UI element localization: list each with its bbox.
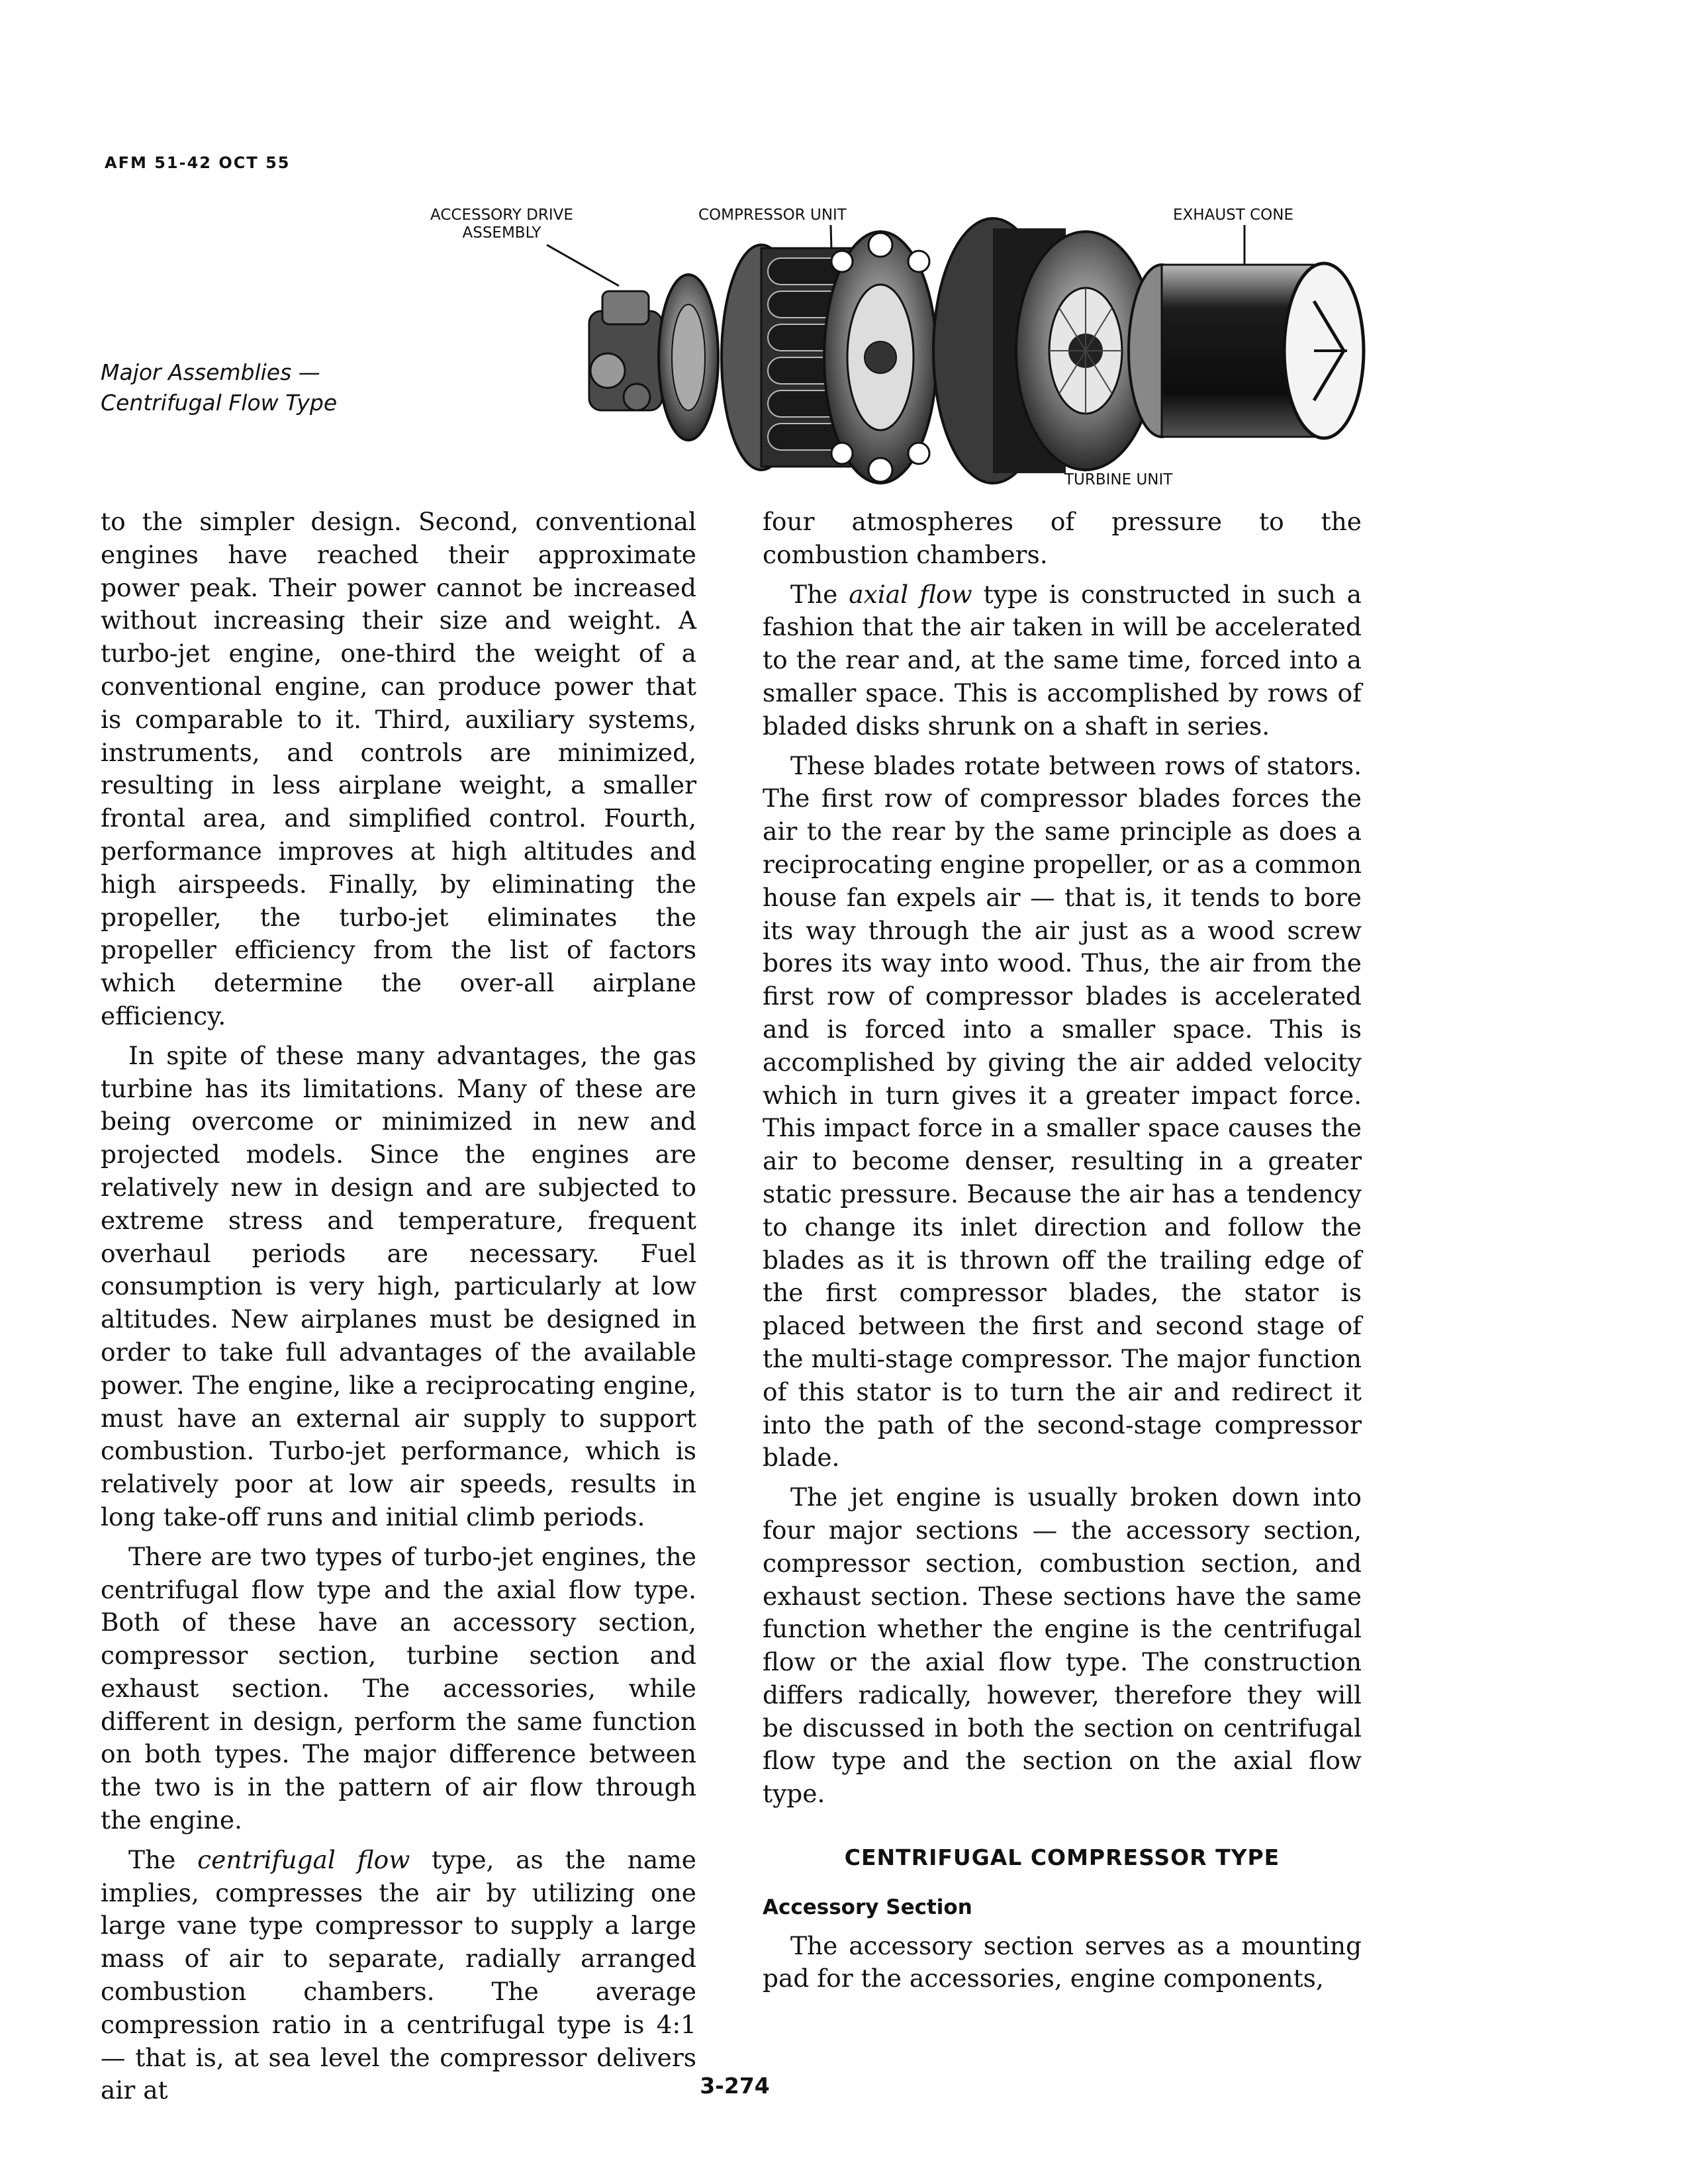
exhaust-cone-label: EXHAUST CONE	[1173, 206, 1294, 224]
page-number: 3-274	[700, 2073, 770, 2099]
compressor-unit-label: COMPRESSOR UNIT	[698, 206, 847, 224]
exhaust-cone	[1129, 263, 1364, 438]
sub-heading: Accessory Section	[763, 1895, 972, 1919]
turbine-unit-label: TURBINE UNIT	[1064, 471, 1173, 488]
right-column	[763, 506, 1362, 2002]
compressor-unit	[722, 232, 937, 483]
accessory-drive-label	[430, 206, 573, 242]
emphasis-term: axial flow	[849, 579, 972, 609]
figure-caption	[101, 357, 337, 418]
engine-illustration	[0, 0, 1688, 503]
paragraph: The jet engine is usually broken down into four major sections — the accessory section, compressor section, combustion section, and exhaust section. These sections have the same function whether the engine is the centrifugal flow or the axial flow type. The construction differs radically, however, therefore they will be discussed in both the section on centrifugal flow type and the section on the axial flow type.	[763, 1482, 1362, 1809]
accessory-drive-assembly	[589, 275, 718, 440]
section-heading: CENTRIFUGAL COMPRESSOR TYPE	[844, 1844, 1280, 1871]
paragraph: The centrifugal flow type, as the name implies, compresses the air by utilizing one large vane type compressor to supply a large mass of air to separate, radially arranged combustion chambers. The average compression ratio in a centrifugal type is 4:1 — that is, at sea level the compressor delivers air at	[101, 1844, 696, 2105]
figure-caption-line2: Centrifugal Flow Type	[101, 390, 338, 416]
paragraph: to the simpler design. Second, conventional engines have reached their approximate power peak. Their power cannot be increased without increasing their size and weight. A turbo-jet engine, one-third the weight of a conventional engine, can produce power that is comparable to it. Third, auxiliary systems, instruments, and controls are minimized, resulting in less airplane weight, a smaller frontal area, and simplified control. Fourth, performance improves at high altitudes and high airspeeds. Finally, by eliminating the propeller, the turbo-jet eliminates the propeller efficiency from the list of factors which determine the over-all airplane efficiency.	[101, 507, 696, 1030]
left-column	[101, 506, 696, 2114]
paragraph: four atmospheres of pressure to the combustion chambers.	[763, 507, 1362, 569]
accessory-drive-label-line1: ACCESSORY DRIVE	[430, 206, 573, 224]
turbine-unit	[933, 218, 1155, 483]
paragraph: These blades rotate between rows of stators. The first row of compressor blades forces the air to the rear by the same principle as does a reciprocating engine propeller, or as a common house fan expels air — that is, it tends to bore its way through the air just as a wood screw bores its way into wood. Thus, the air from the first row of compressor blades is accelerated and is forced into a smaller space. This is accomplished by giving the air added velocity which in turn gives it a greater impact force. This impact force in a smaller space causes the air to become denser, resulting in a greater static pressure. Because the air has a tendency to change its inlet direction and follow the blades as it is thrown off the trailing edge of the first compressor blades, the stator is placed between the first and second stage of the multi-stage compressor. The major function of this stator is to turn the air and redirect it into the path of the second-stage compressor blade.	[763, 751, 1362, 1473]
accessory-drive-label-line2: ASSEMBLY	[462, 224, 541, 242]
paragraph: There are two types of turbo-jet engines, the centrifugal flow type and the axial flow type. Both of these have an accessory section, compressor section, turbine section and exhaust section. The accessories, while different in design, perform the same function on both types. The major difference between the two is in the pattern of air flow through the engine.	[101, 1541, 696, 1835]
figure-caption-line1: Major Assemblies —	[101, 359, 320, 385]
paragraph: In spite of these many advantages, the gas turbine has its limitations. Many of these are being overcome or minimized in new and projected models. Since the engines are relatively new in design and are subjected to extreme stress and temperature, frequent overhaul periods are necessary. Fuel consumption is very high, particularly at low altitudes. New airplanes must be designed in order to take full advantages of the available power. The engine, like a reciprocating engine, must have an external air supply to support combustion. Turbo-jet performance, which is relatively poor at low air speeds, results in long take-off runs and initial climb periods.	[101, 1040, 696, 1531]
paragraph: The accessory section serves as a mounting pad for the accessories, engine components,	[763, 1931, 1362, 1993]
paragraph: The axial flow type is constructed in such a fashion that the air taken in will be accelerated to the rear and, at the same time, forced into a smaller space. This is accomplished by rows of bladed disks shrunk on a shaft in series.	[763, 579, 1362, 741]
document-code-header: AFM 51-42 OCT 55	[105, 154, 291, 172]
emphasis-term: centrifugal flow	[197, 1844, 410, 1874]
